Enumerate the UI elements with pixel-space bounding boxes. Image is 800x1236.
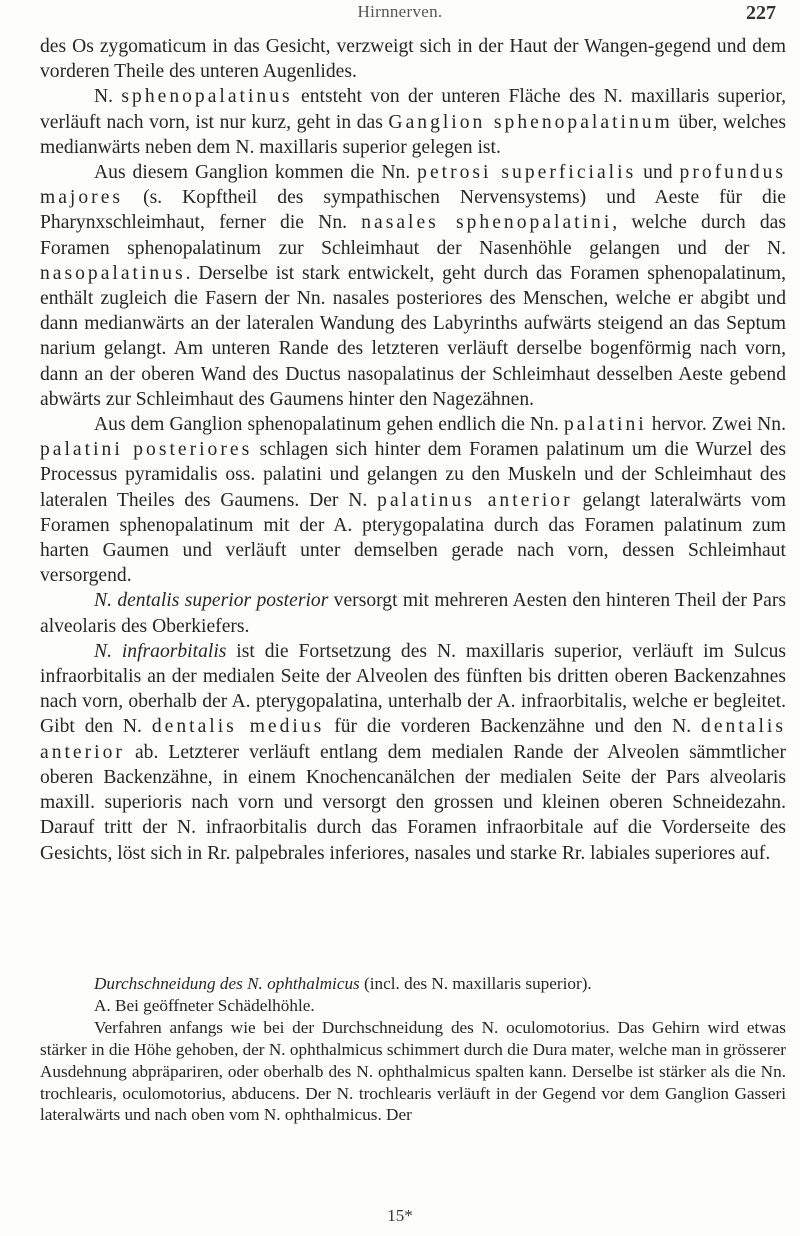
text-run: und (636, 162, 680, 184)
text-run: versorgt mit mehreren Aesten den hinteren Theil der Pars alveolaris des Oberkiefers. (40, 590, 786, 637)
spaced-run: dentalis anterior (40, 716, 786, 763)
signature-mark: 15* (387, 1206, 413, 1225)
text-run: (s. Kopftheil des sympathischen Nervensystems) und Aeste für die Pharynxschleimhaut, ferner die Nn. (40, 187, 786, 234)
text-run: gelangt lateralwärts vom Foramen sphenopalatinum mit der A. pterygopalatina durch das Foramen palatinum zum harten Gaumen und verläuft unter demselben gerade nach vorn, dessen Schleimhaut versorgend. (40, 489, 786, 587)
spaced-run: nasales sphenopalatini (361, 212, 613, 234)
italic-run: Durchschneidung des N. ophthalmicus (94, 974, 360, 993)
spaced-run: dentalis medius (151, 716, 325, 738)
paragraph (40, 639, 786, 866)
text-run: hervor. Zwei Nn. (646, 414, 786, 436)
spaced-run: palatinus anterior (377, 489, 573, 511)
text-run: A. Bei geöffneter Schädelhöhle. (94, 995, 315, 1015)
text-run: . Derselbe ist stark entwickelt, geht durch das Foramen sphenopalatinum, enthält zugleich die Fasern der Nn. nasales posteriores des Menschen, welche er abgibt und dann medianwärts an der lateralen Wandung des Labyrinths aufwärts steigend an das Septum narium gelangt. Am unteren Rande des letzteren verläuft derselbe bogenförmig nach vorn, dann an der oberen Wand des Ductus nasopalatinus der Schleimhaut desselben Aeste gebend abwärts zur Schleimhaut des Gaumens hinter den Nagezähnen. (40, 262, 786, 410)
text-run: ist die Fortsetzung des N. maxillaris superior, verläuft im Sulcus infraorbitalis an der medialen Seite der Alveolen des fünften bis dritten oberen Backenzahnes nach vorn, oberhalb der A. pterygopalatina, unterhalb der A. infraorbitalis, welche er begleitet. Gibt den N. (40, 640, 786, 738)
text-run: , welche durch das Foramen sphenopalatinum zur Schleimhaut der Nasenhöhle gelangen und der N. (40, 212, 786, 259)
spaced-run: nasopalatinus (40, 262, 186, 284)
text-run: entsteht von der unteren Fläche des N. maxillaris superior, verläuft nach vorn, ist nur kurz, geht in das (40, 86, 786, 133)
paragraph (40, 995, 786, 1017)
text-run: des Os zygomaticum in das Gesicht, verzweigt sich in der Haut der Wangen-gegend und dem vorderen Theile des unteren Augenlides. (40, 36, 786, 83)
main-text-block (40, 34, 786, 866)
text-run: schlagen sich hinter dem Foramen palatinum um die Wurzel des Processus pyramidalis oss. palatini und gelangen zu den Muskeln und der Schleimhaut des lateralen Theiles des Gaumens. Der N. (40, 439, 786, 511)
text-run: ab. Letzterer verläuft entlang dem medialen Rande der Alveolen sämmtlicher oberen Backenzähne, in einem Knochencanälchen der medialen Seite der Pars alveolaris maxill. superioris nach vorn und versorgt den grossen und kleinen oberen Schneidezahn. Darauf tritt der N. infraorbitalis durch das Foramen infraorbitale auf die Vorderseite des Gesichts, löst sich in Rr. palpebrales inferiores, nasales und starke Rr. labiales superiores auf. (40, 741, 786, 864)
page-number: 227 (746, 2, 776, 24)
spaced-run: profundus majores (40, 162, 786, 209)
text-run: Aus diesem Ganglion kommen die Nn. (94, 162, 418, 184)
text-run: Aus dem Ganglion sphenopalatinum gehen endlich die Nn. (94, 414, 564, 436)
running-title: Hirnnerven. (357, 2, 443, 21)
spaced-run: petrosi superficialis (417, 162, 637, 184)
small-print-block (40, 973, 786, 1126)
paragraph (40, 412, 786, 588)
text-run: N. (94, 86, 122, 108)
paragraph (40, 34, 786, 84)
italic-run: N. infraorbitalis (94, 640, 227, 662)
text-run: für die vorderen Backenzähne und den N. (324, 716, 702, 738)
paragraph (40, 973, 786, 995)
spaced-run: palatini (563, 414, 647, 436)
spaced-run: Ganglion sphenopalatinum (388, 111, 673, 133)
paragraph (40, 1017, 786, 1127)
italic-run: N. dentalis superior posterior (94, 590, 329, 612)
text-run: (incl. des N. maxillaris superior). (359, 974, 592, 993)
spaced-run: palatini posteriores (40, 439, 253, 461)
text-run: Verfahren anfangs wie bei der Durchschneidung des N. oculomotorius. Das Gehirn wird etwas stärker in die Höhe gehoben, der N. ophthalmicus schimmert durch die Dura mater, welche man in grösserer Ausdehnung abpräpariren, oder oberhalb des N. ophthalmicus spalten kann. Derselbe ist stärker als die Nn. trochlearis, oculomotorius, abducens. Der N. trochlearis verläuft in der Gegend vor dem Ganglion Gasseri lateralwärts und nach oben vom N. ophthalmicus. Der (40, 1017, 786, 1125)
text-run: über, welches medianwärts neben dem N. maxillaris superior gelegen ist. (40, 111, 786, 158)
spaced-run: sphenopalatinus (121, 86, 293, 108)
paragraph (40, 84, 786, 160)
paragraph (40, 588, 786, 638)
paragraph (40, 160, 786, 412)
